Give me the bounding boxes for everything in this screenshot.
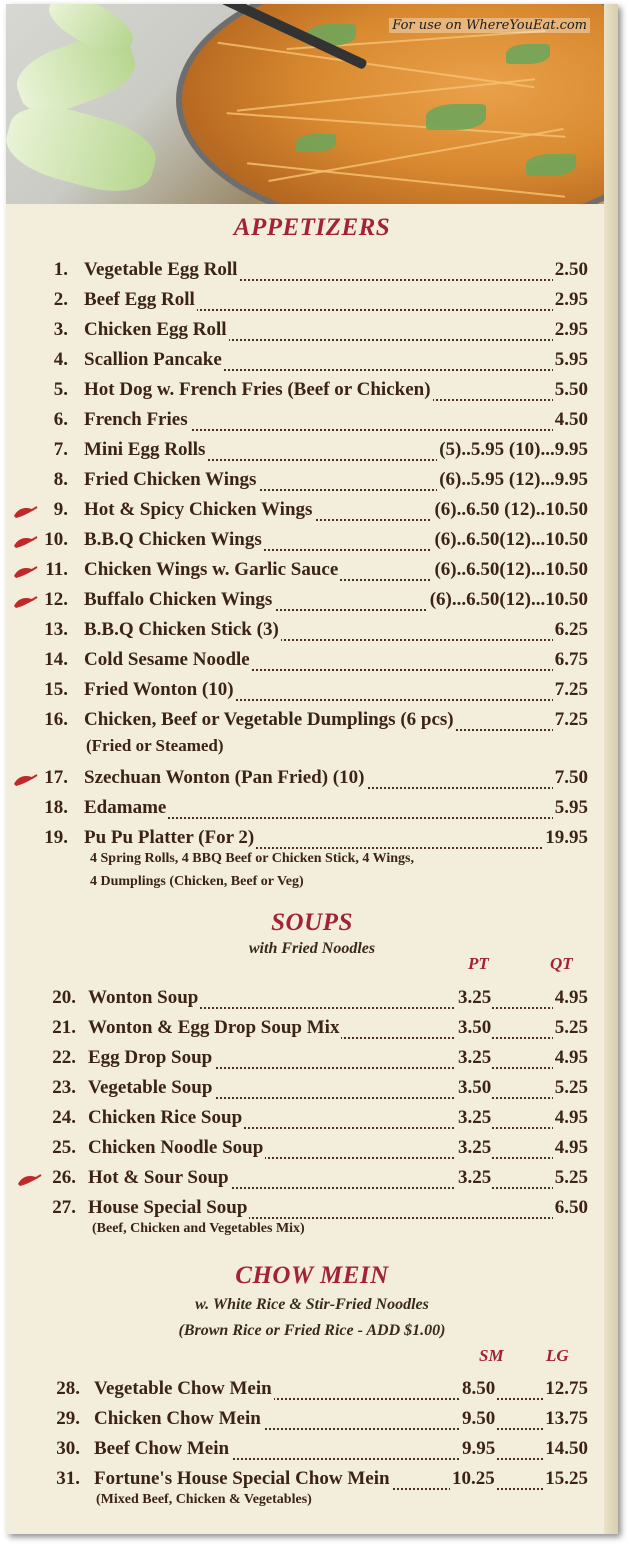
chow-mein-subtitle-2: (Brown Rice or Fried Rice - ADD $1.00) [178,1322,446,1339]
menu-item-row [6,649,618,679]
item-number: 4. [53,349,68,370]
item-name: Mini Egg Rolls [84,439,206,460]
item-number: 27. [52,1197,76,1218]
item-name: Pu Pu Platter (For 2) [84,827,255,848]
item-name: Hot & Spicy Chicken Wings [84,499,313,520]
item-price: 6.75 [554,649,588,670]
item-name: Scallion Pancake [84,349,222,370]
menu-item-row [6,319,618,349]
item-price: 2.95 [554,289,588,310]
appetizers-title: APPETIZERS [233,214,391,241]
pint-price: 3.50 [458,1077,492,1098]
menu-page [6,4,618,1534]
item-price: (6)..6.50(12)...10.50 [434,529,588,550]
item-number: 23. [52,1077,76,1098]
menu-item-row [6,589,618,619]
quart-price: 5.25 [554,1167,588,1188]
quart-price: 5.25 [554,1017,588,1038]
item-number: 29. [56,1408,80,1429]
item-number: 5. [53,379,68,400]
quart-price: 4.95 [554,1047,588,1068]
item-price: 4.50 [554,409,588,430]
item-price: 7.25 [554,679,588,700]
item-number: 1. [53,259,68,280]
soups-qt-header: QT [550,954,573,973]
item-name: Szechuan Wonton (Pan Fried) (10) [84,767,365,788]
hot-pepper-icon [12,564,38,580]
item-price: (6)..6.50(12)...10.50 [434,559,588,580]
item-price: (6)...6.50(12)...10.50 [429,589,588,610]
large-price: 12.75 [545,1378,588,1399]
item-name: Fried Wonton (10) [84,679,234,700]
chow-mein-lg-header: LG [546,1346,569,1365]
hot-pepper-icon [12,772,38,788]
menu-item-row [6,1077,618,1107]
pint-price: 3.25 [458,1137,492,1158]
item-number: 8. [53,469,68,490]
hot-pepper-icon [12,534,38,550]
soups-pt-header: PT [468,954,489,973]
menu-item-row [6,619,618,649]
item-name: Beef Egg Roll [84,289,195,310]
pint-price: 3.50 [458,1017,492,1038]
item-name: Egg Drop Soup [88,1047,213,1068]
item-name: Chicken Rice Soup [88,1107,243,1128]
item-number: 22. [52,1047,76,1068]
quart-price: 6.50 [554,1197,588,1218]
item-price: 6.25 [554,619,588,640]
item-name: B.B.Q Chicken Wings [84,529,262,550]
item-price: 7.50 [554,767,588,788]
large-price: 13.75 [545,1408,588,1429]
item-name: Chicken, Beef or Vegetable Dumplings (6 pcs) [84,709,454,730]
item-name: Fortune's House Special Chow Mein [94,1468,390,1489]
pint-price: 3.25 [458,1047,492,1068]
item-16-note: (Fried or Steamed) [86,736,224,755]
item-price: 5.50 [554,379,588,400]
item-number: 3. [53,319,68,340]
menu-item-row [6,1438,618,1468]
menu-item-row [6,767,618,797]
menu-item-row [6,797,618,827]
item-31-note: (Mixed Beef, Chicken & Vegetables) [96,1492,312,1507]
item-number: 15. [44,679,68,700]
item-number: 24. [52,1107,76,1128]
item-number: 16. [44,709,68,730]
item-price: 5.95 [554,349,588,370]
menu-item-row [6,987,618,1017]
quart-price: 4.95 [554,987,588,1008]
menu-item-row [6,499,618,529]
item-number: 2. [53,289,68,310]
soups-title: SOUPS [271,909,353,936]
item-name: Wonton Soup [88,987,199,1008]
menu-item-row [6,1017,618,1047]
menu-item-row [6,469,618,499]
hot-pepper-icon [12,504,38,520]
bok-choy-image [6,96,163,202]
item-name: Buffalo Chicken Wings [84,589,273,610]
item-name: Vegetable Egg Roll [84,259,238,280]
hot-pepper-icon [12,594,38,610]
item-name: Chicken Noodle Soup [88,1137,264,1158]
item-price: 5.95 [554,797,588,818]
menu-item-row [6,559,618,589]
item-number: 19. [44,827,68,848]
item-name: Cold Sesame Noodle [84,649,250,670]
food-photo [6,4,604,204]
menu-item-row [6,1047,618,1077]
item-number: 10. [44,529,68,550]
item-number: 14. [44,649,68,670]
small-price: 8.50 [462,1378,496,1399]
small-price: 9.95 [462,1438,496,1459]
item-name: Edamame [84,797,167,818]
pint-price: 3.25 [458,1107,492,1128]
item-number: 25. [52,1137,76,1158]
item-name: Hot & Sour Soup [88,1167,229,1188]
item-19-note-2: 4 Dumplings (Chicken, Beef or Veg) [90,874,304,889]
item-price: 2.95 [554,319,588,340]
item-name: Chicken Egg Roll [84,319,227,340]
pint-price: 3.25 [458,1167,492,1188]
item-19-note-1: 4 Spring Rolls, 4 BBQ Beef or Chicken Stick, 4 Wings, [90,851,414,866]
item-name: Chicken Chow Mein [94,1408,261,1429]
item-number: 26. [52,1167,76,1188]
menu-item-row [6,259,618,289]
quart-price: 4.95 [554,1107,588,1128]
item-price: 19.95 [545,827,588,848]
item-number: 18. [44,797,68,818]
item-number: 11. [45,559,68,580]
small-price: 10.25 [452,1468,495,1489]
small-price: 9.50 [462,1408,496,1429]
item-name: Fried Chicken Wings [84,469,257,490]
pint-price: 3.25 [458,987,492,1008]
item-price: (6)..6.50 (12)..10.50 [434,499,588,520]
chow-mein-sm-header: SM [479,1346,504,1365]
menu-item-row [6,679,618,709]
menu-item-row [6,439,618,469]
item-number: 6. [53,409,68,430]
chow-mein-subtitle-1: w. White Rice & Stir-Fried Noodles [195,1296,429,1313]
item-name: Wonton & Egg Drop Soup Mix [88,1017,340,1038]
item-number: 13. [44,619,68,640]
menu-item-row [6,709,618,739]
menu-item-row [6,1378,618,1408]
item-name: House Special Soup [88,1197,248,1218]
menu-item-row [6,1137,618,1167]
menu-item-row [6,529,618,559]
chow-mein-title: CHOW MEIN [235,1262,389,1289]
item-name: Vegetable Soup [88,1077,213,1098]
item-name: Hot Dog w. French Fries (Beef or Chicken) [84,379,431,400]
item-number: 31. [56,1468,80,1489]
large-price: 14.50 [545,1438,588,1459]
item-number: 30. [56,1438,80,1459]
photo-credit: For use on WhereYouEat.com [389,18,590,33]
menu-item-row [6,349,618,379]
menu-item-row [6,289,618,319]
item-27-note: (Beef, Chicken and Vegetables Mix) [92,1221,305,1236]
item-name: Chicken Wings w. Garlic Sauce [84,559,339,580]
item-price: (5)..5.95 (10)...9.95 [439,439,588,460]
item-name: Beef Chow Mein [94,1438,230,1459]
item-number: 17. [44,767,68,788]
large-price: 15.25 [545,1468,588,1489]
item-number: 20. [52,987,76,1008]
item-name: French Fries [84,409,188,430]
quart-price: 4.95 [554,1137,588,1158]
menu-item-row [6,409,618,439]
soups-subtitle: with Fried Noodles [248,940,376,957]
item-number: 28. [56,1378,80,1399]
menu-item-row [6,1107,618,1137]
item-number: 9. [53,499,68,520]
menu-item-row [6,379,618,409]
item-name: B.B.Q Chicken Stick (3) [84,619,279,640]
item-number: 7. [53,439,68,460]
item-number: 21. [52,1017,76,1038]
item-number: 12. [44,589,68,610]
quart-price: 5.25 [554,1077,588,1098]
menu-item-row [6,1408,618,1438]
item-name: Vegetable Chow Mein [94,1378,272,1399]
hot-pepper-icon [16,1172,42,1188]
item-price: 7.25 [554,709,588,730]
item-price: (6)..5.95 (12)...9.95 [439,469,588,490]
menu-item-row [6,1167,618,1197]
item-price: 2.50 [554,259,588,280]
